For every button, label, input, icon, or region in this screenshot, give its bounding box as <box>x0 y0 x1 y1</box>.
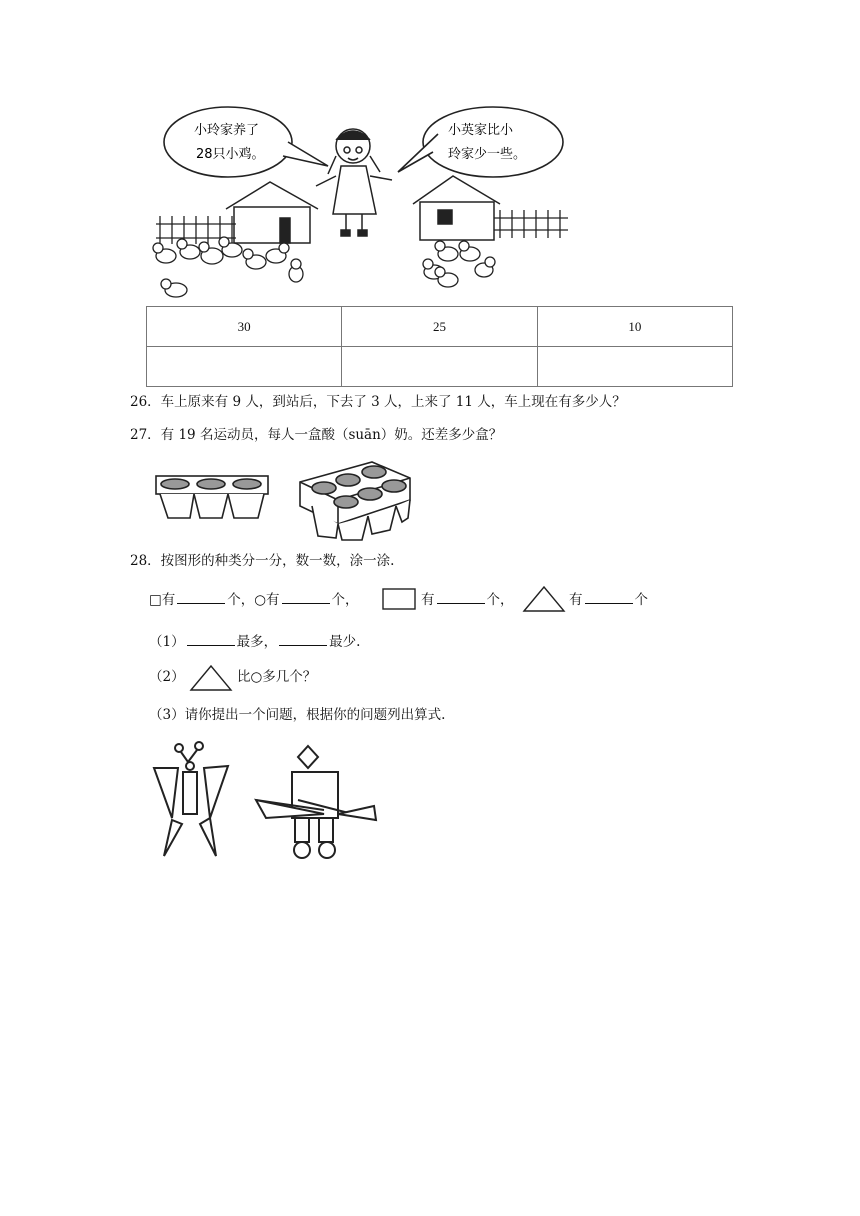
sub2-triangle-icon <box>189 664 233 692</box>
option-cell-3: 10 <box>537 307 732 347</box>
fence-right <box>494 210 568 238</box>
bird-figure <box>154 742 228 856</box>
question-26: 26．车上原来有 9 人，到站后，下去了 3 人，上来了 11 人，车上现在有多少人？ <box>130 394 626 410</box>
rect-count-blank[interactable] <box>437 589 485 604</box>
right-bubble-line-2: 玲家少一些。 <box>448 147 527 162</box>
sub-question-1 <box>149 631 360 651</box>
chicks <box>153 237 495 297</box>
right-speech-bubble <box>398 107 563 177</box>
left-bubble-line-1: 小玲家养了 <box>194 123 260 138</box>
right-bubble-line-1: 小英家比小 <box>448 123 514 138</box>
mid-suffix: 个， <box>331 592 359 608</box>
chicken-illustration <box>148 104 578 304</box>
sub1-prefix: （1） <box>149 634 185 650</box>
square-count-label: □有 <box>149 592 176 608</box>
sub-question-3: （3）请你提出一个问题，根据你的问题列出算式. <box>149 707 446 723</box>
robot-figure <box>256 746 376 858</box>
shape-figures <box>148 740 382 862</box>
answer-row <box>147 347 733 387</box>
three-yogurt-cups <box>156 476 268 518</box>
option-cell-1: 30 <box>147 307 342 347</box>
least-blank[interactable] <box>279 631 327 646</box>
options-row <box>147 307 733 347</box>
answer-cell-1[interactable] <box>147 347 342 387</box>
sub2-text: 比○多几个？ <box>237 669 317 685</box>
yogurt-cups-image <box>152 460 414 542</box>
six-yogurt-cups <box>300 462 410 540</box>
most-blank[interactable] <box>187 631 235 646</box>
answer-options-table <box>146 306 733 387</box>
rectangle-shape-icon <box>382 588 416 610</box>
answer-cell-3[interactable] <box>537 347 732 387</box>
left-house <box>226 182 318 243</box>
least-label: 最少. <box>329 634 361 650</box>
left-bubble-line-2: 28只小鸡。 <box>196 147 265 162</box>
tri-count-suffix: 个 <box>634 592 648 608</box>
triangle-shape-icon <box>522 585 566 613</box>
question-28-title: 28．按图形的种类分一分，数一数，涂一涂. <box>130 553 395 569</box>
option-cell-2: 25 <box>342 307 537 347</box>
right-house <box>413 176 500 240</box>
answer-cell-2[interactable] <box>342 347 537 387</box>
count-line <box>149 589 359 611</box>
question-27: 27．有 19 名运动员，每人一盒酸（suān）奶。还差多少盒？ <box>130 427 503 443</box>
tri-count-label: 有 <box>569 592 583 608</box>
girl-figure <box>316 129 392 236</box>
tri-count-blank[interactable] <box>585 589 633 604</box>
most-label: 最多， <box>236 634 278 650</box>
left-speech-bubble <box>164 107 328 177</box>
rect-count-group <box>421 589 514 611</box>
circle-count-blank[interactable] <box>282 589 330 604</box>
sub2-prefix: （2） <box>149 669 185 685</box>
rect-count-suffix: 个， <box>486 592 514 608</box>
circle-count-label: 个，○有 <box>227 592 280 608</box>
tri-count-group <box>569 589 648 611</box>
square-count-blank[interactable] <box>177 589 225 604</box>
rect-count-label: 有 <box>421 592 435 608</box>
